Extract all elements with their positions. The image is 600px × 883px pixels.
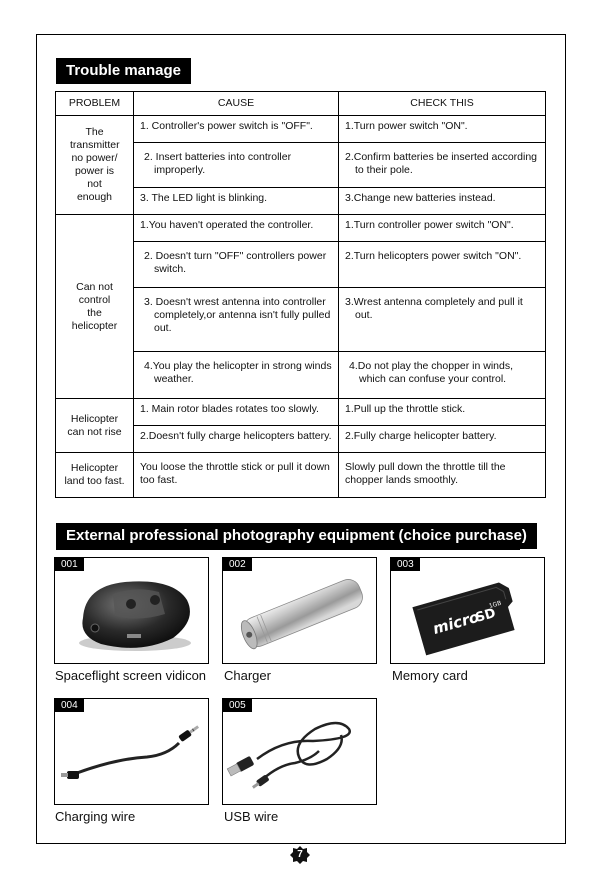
page-number-badge <box>290 846 310 864</box>
problem-cell: Helicopter can not rise <box>56 399 134 453</box>
cause-cell: 2. Doesn't turn "OFF" controllers power switch. <box>134 242 339 288</box>
page-number: 7 <box>297 849 303 860</box>
item-caption: Memory card <box>392 668 468 683</box>
divider <box>56 549 520 550</box>
cause-cell: 1. Main rotor blades rotates too slowly. <box>134 399 339 426</box>
item-caption: Spaceflight screen vidicon <box>55 668 207 683</box>
equipment-card-005 <box>222 698 377 805</box>
table-row <box>56 399 546 426</box>
usb-wire-image <box>223 699 377 805</box>
cause-cell: 1.You haven't operated the controller. <box>134 215 339 242</box>
equipment-card-003 <box>390 557 545 664</box>
cause-cell: 2.Doesn't fully charge helicopters battery. <box>134 426 339 453</box>
item-number: 001 <box>55 558 84 571</box>
check-cell: 1.Pull up the throttle stick. <box>339 399 546 426</box>
equipment-section-title: External professional photography equipment (choice purchase) <box>56 523 537 549</box>
charger-image <box>223 558 377 664</box>
equipment-card-002 <box>222 557 377 664</box>
problem-cell: Can not control the helicopter <box>56 215 134 399</box>
check-cell: 1.Turn controller power switch "ON". <box>339 215 546 242</box>
trouble-table <box>55 91 546 498</box>
problem-cell: Helicopter land too fast. <box>56 453 134 498</box>
charging-wire-image <box>55 699 209 805</box>
check-cell: 1.Turn power switch "ON". <box>339 116 546 143</box>
item-number: 002 <box>223 558 252 571</box>
cause-cell: You loose the throttle stick or pull it down too fast. <box>134 453 339 498</box>
item-number: 005 <box>223 699 252 712</box>
header-problem: PROBLEM <box>56 92 134 116</box>
table-header-row <box>56 92 546 116</box>
memory-card-image <box>391 558 545 664</box>
item-caption: USB wire <box>224 809 279 824</box>
table-row <box>56 116 546 143</box>
table-row <box>56 215 546 242</box>
check-cell: 4.Do not play the chopper in winds, which can confuse your control. <box>339 352 546 399</box>
check-cell: 2.Fully charge helicopter battery. <box>339 426 546 453</box>
cause-cell: 2. Insert batteries into controller improperly. <box>134 143 339 188</box>
check-cell: 2.Confirm batteries be inserted according to their pole. <box>339 143 546 188</box>
equipment-card-004 <box>54 698 209 805</box>
item-number: 003 <box>391 558 420 571</box>
check-cell: Slowly pull down the throttle till the chopper lands smoothly. <box>339 453 546 498</box>
check-cell: 3.Change new batteries instead. <box>339 188 546 215</box>
cause-cell: 1. Controller's power switch is "OFF". <box>134 116 339 143</box>
svg-text:SD: SD <box>473 605 498 626</box>
item-number: 004 <box>55 699 84 712</box>
trouble-section-title: Trouble manage <box>56 58 191 84</box>
check-cell: 3.Wrest antenna completely and pull it out. <box>339 288 546 352</box>
header-check: CHECK THIS <box>339 92 546 116</box>
check-cell: 2.Turn helicopters power switch "ON". <box>339 242 546 288</box>
svg-text:1GB: 1GB <box>488 599 503 610</box>
item-caption: Charger <box>224 668 271 683</box>
cause-cell: 3. The LED light is blinking. <box>134 188 339 215</box>
table-row <box>56 453 546 498</box>
cause-cell: 4.You play the helicopter in strong winds weather. <box>134 352 339 399</box>
equipment-card-001 <box>54 557 209 664</box>
problem-cell: The transmitter no power/ power is not enough <box>56 116 134 215</box>
cause-cell: 3. Doesn't wrest antenna into controller completely,or antenna isn't fully pulled out. <box>134 288 339 352</box>
item-caption: Charging wire <box>55 809 136 824</box>
svg-text:micro: micro <box>430 607 482 639</box>
camera-image <box>55 558 209 664</box>
header-cause: CAUSE <box>134 92 339 116</box>
